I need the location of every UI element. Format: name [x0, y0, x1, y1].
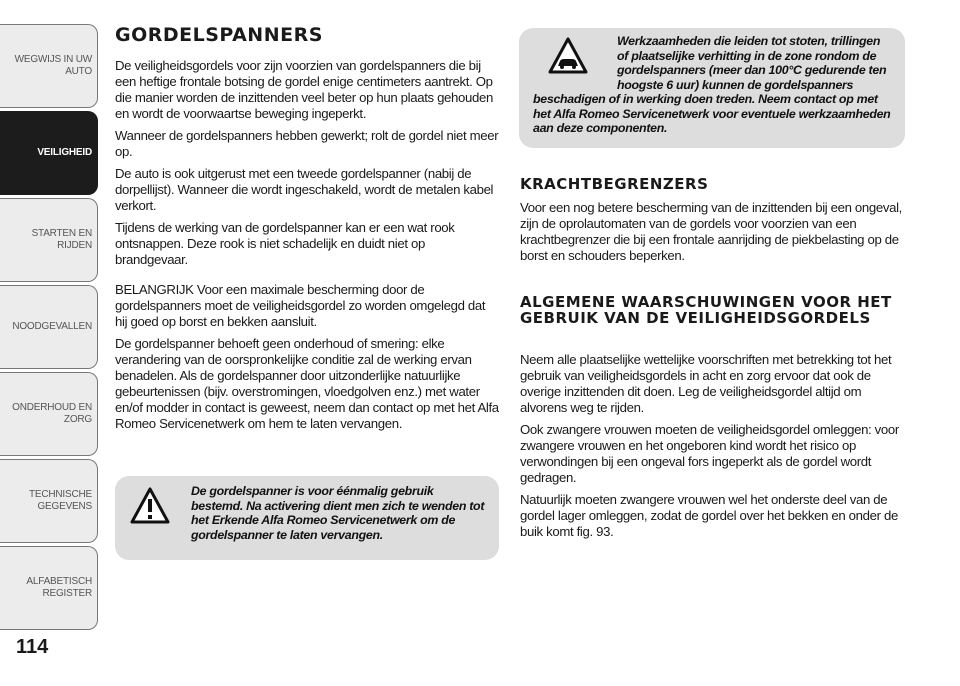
warning-box-heat [519, 28, 905, 148]
paragraph: Ook zwangere vrouwen moeten de veiligheidsgordel omleggen: voor zwangere vrouwen en het ongeboren kind wordt het risico op verwondingen bij een ongeval fors ingeperkt als de gordel wordt gedragen. [520, 422, 899, 485]
page-number: 114 [16, 636, 49, 658]
tab-noodgevallen[interactable]: NOODGEVALLEN [0, 285, 98, 369]
warning-text: Werkzaamheden die leiden tot stoten, trillingen of plaatselijke verhitting in de zone rondom de gordelspanners (meer dan 100°C gedurende ten hoogste 6 uur) kunnen de gordelspanners beschadigen of in werking doen treden. Neem contact op met het Alfa Romeo Servicenetwerk voor eventuele werkzaamheden aan deze componenten. [533, 34, 891, 135]
paragraph: Voor een nog betere bescherming van de inzittenden bij een ongeval, zijn de oprolautomaten van de gordels voor voorzien van een krachtbegrenzer die bij een frontale aanrijding de piekbelasting op de borst en schouders beperken. [520, 200, 902, 263]
tab-technische[interactable]: TECHNISCHE GEGEVENS [0, 459, 98, 543]
paragraph: Natuurlijk moeten zwangere vrouwen wel het onderste deel van de gordel lager omleggen, zodat de gordel over het bekken en onder de buik komt fig. 93. [520, 492, 898, 539]
section-title-gordelspanners: GORDELSPANNERS [115, 24, 323, 46]
car-warning-icon [547, 36, 589, 78]
paragraph: Tijdens de werking van de gordelspanner kan er een wat rook ontsnappen. Deze rook is niet schadelijk en duidt niet op brandgevaar. [115, 220, 455, 267]
tab-wegwijs[interactable]: WEGWIJS IN UW AUTO [0, 24, 98, 108]
paragraph: Neem alle plaatselijke wettelijke voorschriften met betrekking tot het gebruik van veiligheidsgordels in acht en zorg ervoor dat ook de overige inzittenden dit doen. Leg de veiligheidsgordel altijd om alvorens weg te rijden. [520, 352, 892, 415]
paragraph: De gordelspanner behoeft geen onderhoud of smering: elke verandering van de oorspronkelijke conditie zal de werking ervan benadelen. Als de gordelspanner door uitzonderlijke natuurlijke gebeurtenissen (bijv. overstromingen, vloedgolven enz.) met water en/of modder in contact is geweest, neem dan contact op met het Alfa Romeo Servicenetwerk om hem te laten vervangen. [115, 336, 499, 431]
section-title-krachtbegrenzers: KRACHTBEGRENZERS [520, 175, 709, 193]
tab-starten[interactable]: STARTEN EN RIJDEN [0, 198, 98, 282]
warning-box-single-use [115, 476, 499, 560]
paragraph-important: BELANGRIJK Voor een maximale bescherming door de gordelspanners moet de veiligheidsgordel zo worden omgelegd dat hij goed op borst en bekken aansluit. [115, 282, 486, 329]
warning-text: De gordelspanner is voor éénmalig gebruik bestemd. Na activering dient men zich te wenden tot het Erkende Alfa Romeo Servicenetwerk om de gordelspanner te laten vervangen. [191, 484, 485, 542]
paragraph: De veiligheidsgordels voor zijn voorzien van gordelspanners die bij een heftige frontale botsing de gordel enige centimeters aantrekt. Op die manier worden de inzittenden veel beter op hun plaats gehouden en wordt de voorwaartse beweging ingeperkt. [115, 58, 493, 121]
warning-triangle-icon [129, 486, 171, 528]
tab-veiligheid[interactable]: VEILIGHEID [0, 111, 98, 195]
paragraph: De auto is ook uitgerust met een tweede gordelspanner (nabij de dorpellijst). Wanneer die wordt ingeschakeld, wordt de metalen kabel verkort. [115, 166, 494, 213]
paragraph: Wanneer de gordelspanners hebben gewerkt; rolt de gordel niet meer op. [115, 128, 499, 159]
tab-alfabetisch[interactable]: ALFABETISCH REGISTER [0, 546, 98, 630]
tab-onderhoud[interactable]: ONDERHOUD EN ZORG [0, 372, 98, 456]
section-title-algemene-waarschuwingen: ALGEMENE WAARSCHUWINGEN VOOR HET GEBRUIK VAN DE VEILIGHEIDSGORDELS [520, 293, 892, 327]
